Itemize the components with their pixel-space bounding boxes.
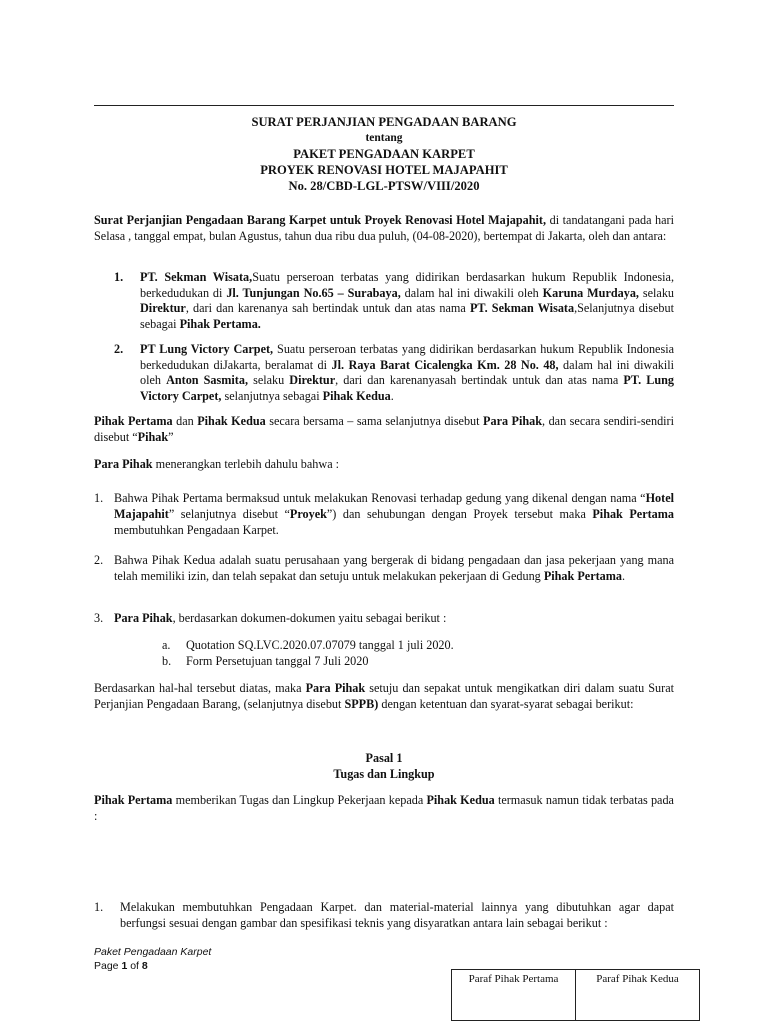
- item-text: [114, 552, 674, 584]
- text: secara bersama – sama selanjutnya disebut: [265, 414, 484, 428]
- text: , dari dan karenanyasah bertindak untuk dan atas nama: [335, 373, 624, 387]
- party-two-number: 2.: [114, 342, 124, 356]
- sub-item-text: Form Persetujuan tanggal 7 Juli 2020: [186, 654, 369, 668]
- document-item-b: [162, 653, 662, 669]
- footer-page-number: [94, 959, 148, 973]
- text: selaku: [638, 285, 675, 300]
- text: .: [390, 388, 394, 403]
- party-two-role: Direktur: [289, 373, 336, 387]
- footer-label: Paket Pengadaan Karpet: [94, 946, 212, 958]
- party-two-address: Jl. Raya Barat Cicalengka Km. 28 No. 48,: [331, 357, 559, 372]
- text: ”) dan sehubungan dengan Proyek tersebut maka: [326, 507, 593, 521]
- total-pages: 8: [141, 960, 148, 972]
- berdasarkan-paragraph: [94, 680, 674, 712]
- bold: Para Pihak: [483, 414, 543, 428]
- party-one-label: Pihak Pertama.: [179, 316, 261, 331]
- text: Bahwa Pihak Kedua adalah suatu perusahaan yang bergerak di bidang pengadaan dan jasa pekerjaan yang mana telah memiliki izin, dan telah sepakat dan setuju untuk melakukan pekerjaan di Gedung: [114, 553, 674, 583]
- scope-item-1: [94, 899, 674, 931]
- party-one: [114, 270, 674, 332]
- text: memberikan Tugas dan Lingkup Pekerjaan kepada: [172, 793, 427, 807]
- text: selaku: [248, 373, 290, 387]
- item-number: 3.: [94, 611, 104, 625]
- item-number: 1.: [94, 491, 104, 505]
- bold: Pihak Kedua: [426, 793, 495, 807]
- text: ” selanjutnya disebut “: [168, 507, 290, 521]
- paraf-second-party-cell: Paraf Pihak Kedua: [576, 970, 700, 1021]
- text: .: [622, 569, 626, 583]
- recital-item-1: [94, 490, 674, 538]
- text: membutuhkan Pengadaan Karpet.: [114, 523, 279, 537]
- text: selanjutnya sebagai: [221, 388, 323, 403]
- document-item-a: [162, 637, 662, 653]
- item-text: [114, 610, 674, 626]
- text: setuju dan sepakat untuk mengikatkan diri dalam suatu Surat Perjanjian Pengadaan Barang, (selanjutnya disebut: [94, 681, 674, 711]
- bold: Pihak Pertama: [592, 507, 674, 521]
- sub-item-text: Quotation SQ.LVC.2020.07.07079 tanggal 1 juli 2020.: [186, 638, 454, 652]
- text: ”: [168, 430, 174, 444]
- text: dan: [172, 414, 198, 428]
- party-one-number: 1.: [114, 270, 124, 284]
- bold: Pihak: [137, 430, 169, 444]
- project-title: PROYEK RENOVASI HOTEL MAJAPAHIT: [260, 163, 508, 177]
- para-pihak-definition: [94, 413, 674, 445]
- document-header: [94, 114, 674, 194]
- bold: Hotel Majapahit: [114, 491, 674, 521]
- sub-item-number: b.: [162, 654, 172, 668]
- party-one-name: PT. Sekman Wisata,: [140, 270, 253, 284]
- text: Suatu perseroan terbatas yang didirikan berdasarkan hukum Republik Indonesia berkedudukan diJakarta, beralamat di: [140, 342, 675, 372]
- intro-paragraph: [94, 212, 674, 244]
- bold: Pihak Pertama: [94, 793, 173, 807]
- bold: Para Pihak: [114, 611, 173, 625]
- text: , dan secara sendiri-sendiri disebut “: [94, 414, 674, 444]
- text: menerangkan terlebih dahulu bahwa :: [152, 457, 340, 471]
- current-page: 1: [121, 960, 128, 972]
- item-number: 2.: [94, 553, 104, 567]
- party-one-rep: Karuna Murdaya,: [542, 285, 639, 300]
- pasal-paragraph: [94, 792, 674, 824]
- recital-item-2: [94, 552, 674, 584]
- party-two-company: PT. Lung Victory Carpet,: [140, 373, 674, 403]
- recital-item-3: [94, 610, 674, 626]
- party-two-label: Pihak Kedua: [322, 388, 391, 403]
- text: Bahwa Pihak Pertama bermaksud untuk melakukan Renovasi terhadap gedung yang dikenal dengan nama “: [114, 491, 646, 505]
- top-rule: [94, 105, 674, 106]
- document-title: SURAT PERJANJIAN PENGADAAN BARANG: [251, 115, 517, 129]
- party-two-rep: Anton Sasmita,: [166, 373, 248, 387]
- bold: Pihak Pertama: [94, 414, 173, 428]
- item-number: 1.: [94, 900, 104, 914]
- bold: Pihak Kedua: [197, 414, 266, 428]
- text: Suatu perseroan terbatas yang didirikan berdasarkan hukum Republik Indonesia, berkedudukan di: [140, 270, 674, 300]
- text: Page: [94, 960, 122, 972]
- sub-item-number: a.: [162, 638, 171, 652]
- party-two-text: [140, 342, 674, 404]
- bold: SPPB): [344, 697, 379, 711]
- para-pihak-menerangkan: [94, 456, 674, 472]
- text: of: [127, 960, 142, 972]
- pasal-title: Pasal 1: [365, 751, 403, 765]
- party-two: [114, 342, 674, 404]
- party-two-name: PT Lung Victory Carpet,: [140, 342, 274, 356]
- party-one-address: Jl. Tunjungan No.65 – Surabaya,: [226, 285, 401, 300]
- text: dengan ketentuan dan syarat-syarat sebagai berikut:: [378, 697, 634, 711]
- item-text: Melakukan membutuhkan Pengadaan Karpet. dan material-material lainnya yang dibutuhkan agar dapat berfungsi sesuai dengan gambar dan spesifikasi teknis yang disyaratkan antara lain sebagai berikut :: [120, 900, 674, 930]
- party-one-role: Direktur: [140, 301, 186, 315]
- text: , berdasarkan dokumen-dokumen yaitu sebagai berikut :: [172, 611, 447, 625]
- text: Berdasarkan hal-hal tersebut diatas, maka: [94, 681, 306, 695]
- paraf-table: [451, 969, 700, 1021]
- bold: Pihak Pertama: [543, 569, 623, 583]
- text: ,Selanjutnya disebut sebagai: [140, 301, 675, 331]
- intro-bold: Surat Perjanjian Pengadaan Barang Karpet untuk Proyek Renovasi Hotel Majapahit,: [94, 213, 547, 227]
- bold: Para Pihak: [305, 681, 366, 695]
- party-one-company: PT. Sekman Wisata: [469, 301, 575, 315]
- text: termasuk namun tidak terbatas pada :: [94, 793, 674, 823]
- party-one-text: [140, 270, 674, 332]
- text: dalam hal ini diwakili oleh: [400, 285, 543, 300]
- document-number: No. 28/CBD-LGL-PTSW/VIII/2020: [288, 179, 480, 193]
- bold: Para Pihak: [94, 457, 153, 471]
- item-text: [114, 490, 674, 538]
- paraf-first-party-cell: Paraf Pihak Pertama: [452, 970, 576, 1021]
- text: dalam hal ini diwakili oleh: [140, 357, 674, 387]
- pasal-subtitle: Tugas dan Lingkup: [333, 767, 435, 781]
- document-subtitle: tentang: [365, 132, 403, 144]
- bold: Proyek: [289, 507, 327, 521]
- pasal-heading: [94, 750, 674, 782]
- intro-text: di tandatangani pada hari Selasa , tanggal empat, bulan Agustus, tahun dua ribu dua puluh, (04-08-2020), bertempat di Jakarta, oleh dan antara:: [94, 213, 674, 243]
- package-title: PAKET PENGADAAN KARPET: [293, 147, 475, 161]
- text: , dari dan karenanya sah bertindak untuk dan atas nama: [185, 301, 470, 315]
